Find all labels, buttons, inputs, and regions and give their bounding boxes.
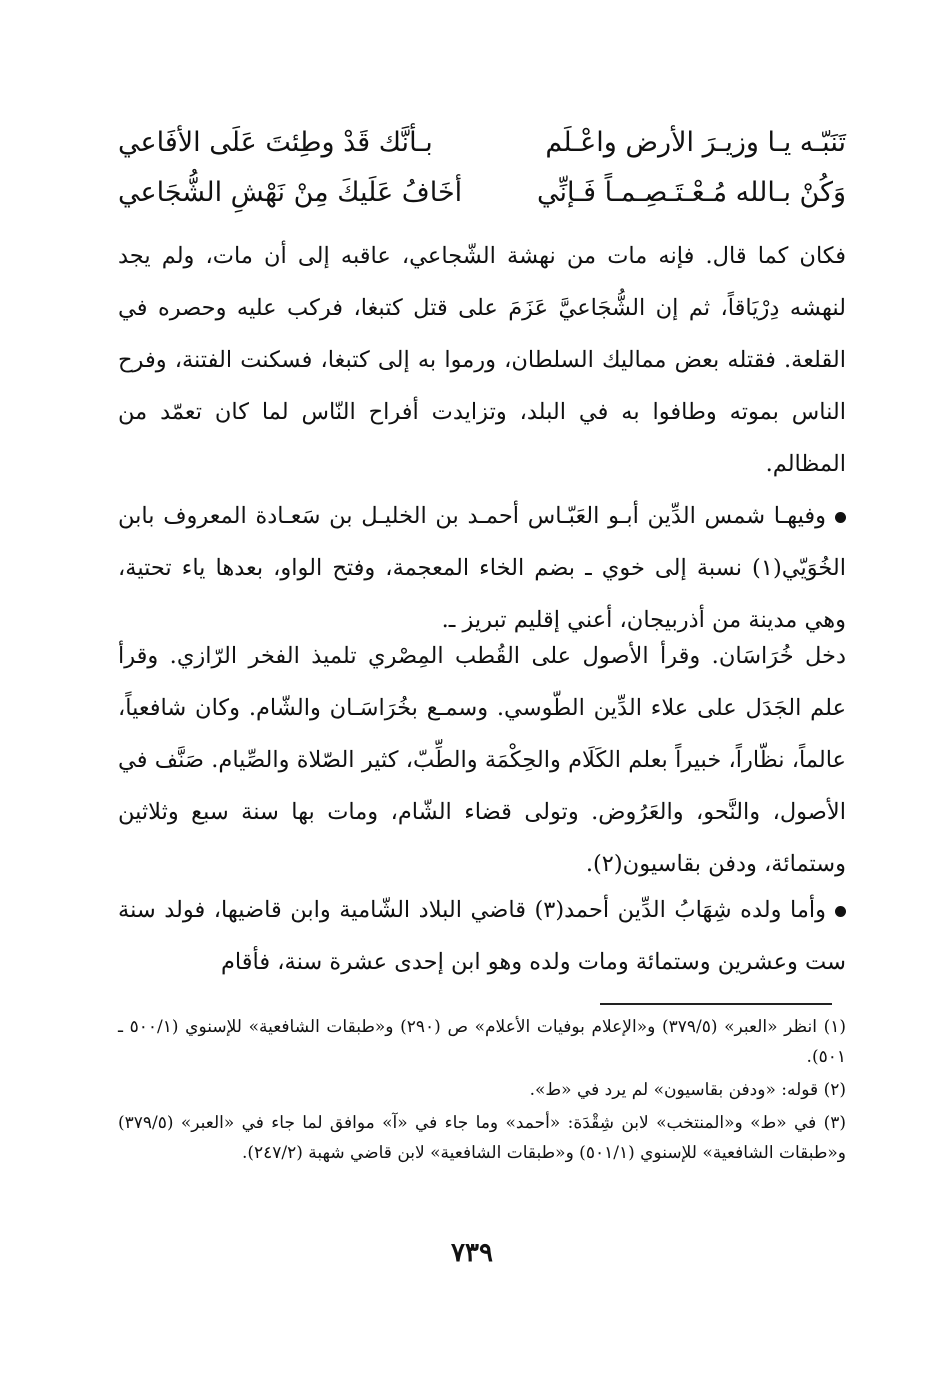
footnote-2: (٢) قوله: «ودفن بقاسيون» لم يرد في «ط».: [529, 1080, 846, 1100]
page-number: ٧٣٩: [451, 1238, 493, 1268]
footnote-divider: [600, 1003, 832, 1005]
paragraph-text: [118, 230, 896, 490]
poem-verses: [118, 118, 846, 218]
hemistich-right: تَنَبّـه يـا وزيـرَ الأرض واعْـلَم: [545, 127, 846, 158]
paragraph-entry-shihab-al-din: [118, 884, 896, 988]
paragraph-content: فكان كما قال. فإنه مات من نهشة الشّجاعي، عاقبه إلى أن مات، ولم يجد لنهشه دِرْيَاقاً، ثم إن الشُّجَاعيَّ عَزَمَ على قتل كتبغا، فركب عليه وحصره في القلعة. فقتله بعض مماليك السلطان، ورموا به إلى كتبغا، فسكنت الفتنة، وفرح الناس بموته وطافوا به في البلد، وتزايدت أفراح النّاس لما كان تعمّد من المظالم.: [118, 243, 846, 477]
hemistich-left: بـأنَّك قَدْ وطِئتَ عَلَى الأفَاعي: [118, 127, 433, 158]
bullet-icon: [835, 906, 846, 917]
paragraph-biography: [118, 630, 896, 890]
paragraph-content: وفيهـا شمس الدِّين أبـو العَبّـاس أحمـد بن الخليـل بن سَعـادة المعروف بابن الخُوَيّي(١) نسبة إلى خوي ـ بضم الخاء المعجمة، وفتح الواو، بعدها ياء تحتية، وهي مدينة من أذربيجان، أعني إقليم تبريز ـ.: [118, 503, 846, 633]
paragraph-content: دخل خُرَاسَان. وقرأ الأصول على القُطب المِصْري تلميذ الفخر الرّازي. وقرأ علم الجَدَل على علاء الدِّين الطّوسي. وسمـع بخُرَاسَـان والشّام. وكان شافعياً، عالماً، نظّاراً، خبيراً بعلم الكَلَام والحِكْمَة والطِّبّ، كثير الصّلاة والصِّيام. صَنَّف في الأصول، والنَّحو، والعَرُوض. وتولى قضاء الشّام، ومات بها سنة سبع وثلاثين وستمائة، ودفن بقاسيون(٢).: [118, 643, 846, 877]
poem-line: [118, 118, 846, 168]
bullet-icon: [835, 512, 846, 523]
footnote-3: (٣) في «ط» و«المنتخب» لابن شِقْدَة: «أحمد» وما جاء في «آ» موافق لما جاء في «العبر» (٣٧٩/٥) و«طبقات الشافعية» للإسنوي (٥٠١/١) و«طبقات الشافعية» لابن قاضي شهبة (٢٤٧/٢).: [118, 1113, 846, 1163]
poem-line: [118, 168, 846, 218]
paragraph-content: وأما ولده شِهَابُ الدِّين أحمد(٣) قاضي البلاد الشّامية وابن قاضيها، فولد سنة ست وعشرين وستمائة ومات ولده وهو ابن إحدى عشرة سنة، فأقام: [118, 897, 846, 975]
footnotes: [118, 1012, 846, 1171]
paragraph-entry-ibn-khuwayyi: [118, 490, 896, 646]
hemistich-left: أخَافُ عَلَيكَ مِنْ نَهْشِ الشُّجَاعي: [118, 177, 463, 208]
footnote-1: (١) انظر «العبر» (٣٧٩/٥) و«الإعلام بوفيات الأعلام» ص (٢٩٠) و«طبقات الشافعية» للإسنوي (٥٠٠/١ ـ ٥٠١).: [118, 1017, 847, 1067]
hemistich-right: وَكُنْ بـالله مُـعْـتَـصِـمـاً فَـإنِّي: [537, 177, 846, 208]
